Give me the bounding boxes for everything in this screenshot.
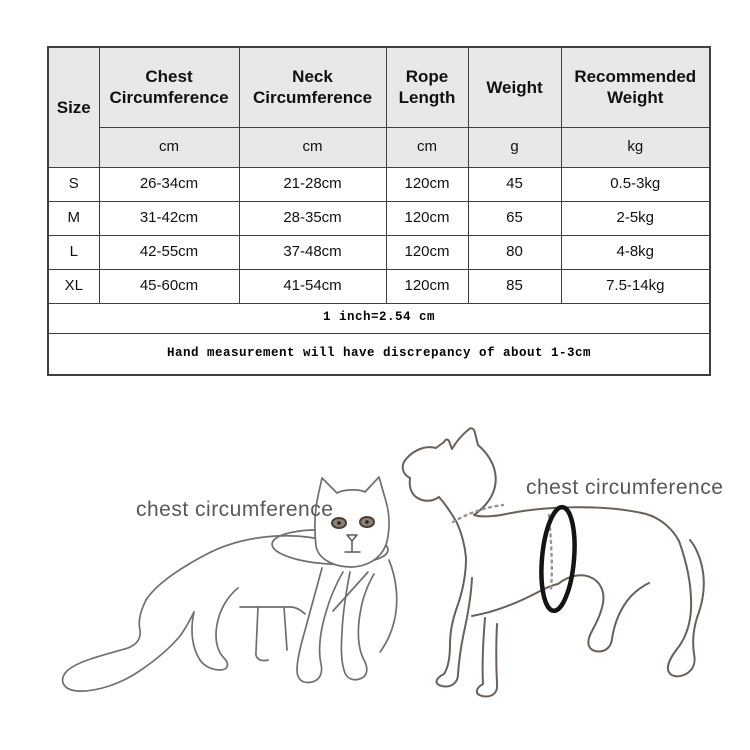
cell-neck: 37-48cm (239, 235, 386, 269)
dog-neck-dotted-line (453, 505, 503, 522)
cell-weight: 65 (468, 201, 561, 235)
cell-weight: 45 (468, 167, 561, 201)
cell-rope: 120cm (386, 201, 468, 235)
measurement-illustration (0, 420, 750, 750)
cell-recommended: 2-5kg (561, 201, 710, 235)
cell-weight: 80 (468, 235, 561, 269)
cell-recommended: 0.5-3kg (561, 167, 710, 201)
unit-neck: cm (239, 127, 386, 167)
col-header-neck: Neck Circumference (239, 47, 386, 127)
table-row-l (48, 235, 710, 269)
cell-chest: 42-55cm (99, 235, 239, 269)
cell-chest: 31-42cm (99, 201, 239, 235)
table-row-m (48, 201, 710, 235)
dog-chest-label: chest circumference (526, 476, 724, 499)
cell-neck: 41-54cm (239, 269, 386, 303)
unit-chest: cm (99, 127, 239, 167)
note-measurement-discrepancy: Hand measurement will have discrepancy of about 1-3cm (48, 333, 710, 375)
cell-size: L (48, 235, 99, 269)
size-table (47, 46, 711, 376)
cell-rope: 120cm (386, 167, 468, 201)
note-inch-conversion: 1 inch=2.54 cm (48, 303, 710, 333)
note-row-discrepancy (48, 333, 710, 375)
cell-neck: 21-28cm (239, 167, 386, 201)
cell-size: M (48, 201, 99, 235)
cell-rope: 120cm (386, 269, 468, 303)
table-row-s (48, 167, 710, 201)
cell-recommended: 4-8kg (561, 235, 710, 269)
cat-head (315, 477, 389, 567)
col-header-size: Size (48, 47, 99, 167)
cell-chest: 45-60cm (99, 269, 239, 303)
unit-weight: g (468, 127, 561, 167)
cell-size: XL (48, 269, 99, 303)
cell-chest: 26-34cm (99, 167, 239, 201)
note-row-inch (48, 303, 710, 333)
pets-line-drawing (0, 420, 750, 750)
table-row-xl (48, 269, 710, 303)
cell-neck: 28-35cm (239, 201, 386, 235)
table-header-row (48, 47, 710, 127)
cell-rope: 120cm (386, 235, 468, 269)
col-header-recommended: Recommended Weight (561, 47, 710, 127)
units-row (48, 127, 710, 167)
cell-recommended: 7.5-14kg (561, 269, 710, 303)
unit-recommended: kg (561, 127, 710, 167)
col-header-rope: Rope Length (386, 47, 468, 127)
cell-size: S (48, 167, 99, 201)
col-header-weight: Weight (468, 47, 561, 127)
cat-chest-label: chest circumference (136, 498, 334, 521)
col-header-chest: Chest Circumference (99, 47, 239, 127)
dog-drawing (403, 428, 704, 696)
cell-weight: 85 (468, 269, 561, 303)
unit-rope: cm (386, 127, 468, 167)
chest-measure-ellipse (538, 506, 579, 612)
